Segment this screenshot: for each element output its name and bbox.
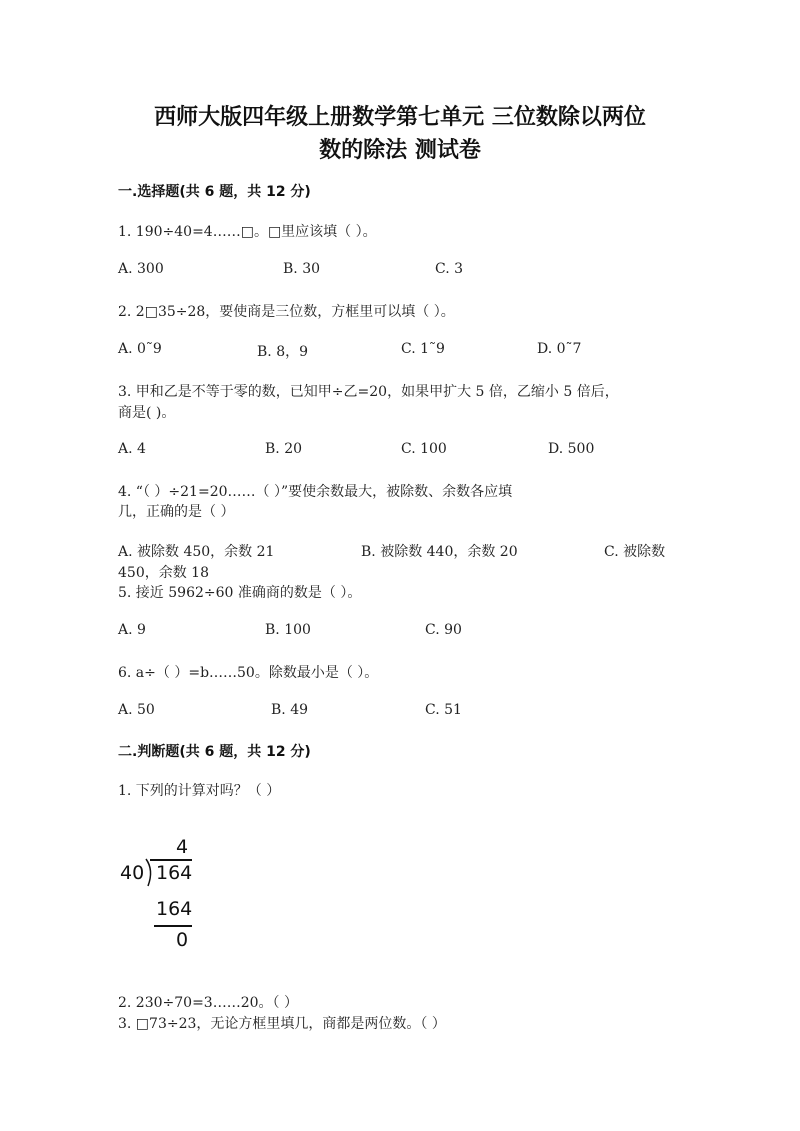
division-product: 164 xyxy=(156,898,193,920)
division-divisor: 40 xyxy=(120,862,145,884)
division-remainder: 0 xyxy=(176,929,189,951)
q3-option-b: B. 20 xyxy=(265,441,303,457)
document-title-line-2: 数的除法 测试卷 xyxy=(319,138,481,163)
q2-option-d: D. 0˜7 xyxy=(537,341,582,357)
q5-option-b: B. 100 xyxy=(265,622,311,638)
question-2-stem: 2. 2□35÷28，要使商是三位数，方框里可以填（ ）。 xyxy=(118,304,455,320)
division-quotient: 4 xyxy=(176,836,189,858)
q5-option-c: C. 90 xyxy=(425,622,462,638)
q6-option-b: B. 49 xyxy=(271,702,309,718)
q5-option-a: A. 9 xyxy=(118,622,146,638)
question-6-stem: 6. a÷（ ）=b……50。除数最小是（ ）。 xyxy=(118,665,379,681)
q4-option-c-continued: 450，余数 18 xyxy=(118,565,209,581)
question-5-stem: 5. 接近 5962÷60 准确商的数是（ ）。 xyxy=(118,585,362,601)
q1-option-b: B. 30 xyxy=(283,261,321,277)
q4-option-c: C. 被除数 xyxy=(604,544,666,560)
section-heading-judgement: 二.判断题(共 6 题，共 12 分) xyxy=(118,744,311,760)
q6-option-c: C. 51 xyxy=(425,702,462,718)
judgement-question-1: 1. 下列的计算对吗？（ ） xyxy=(118,783,281,799)
q6-option-a: A. 50 xyxy=(118,702,155,718)
document-title-line-1: 西师大版四年级上册数学第七单元 三位数除以两位 xyxy=(154,105,646,130)
q3-option-c: C. 100 xyxy=(401,441,447,457)
question-4-stem-line-2: 几，正确的是（ ） xyxy=(118,504,235,520)
division-dividend: 164 xyxy=(156,862,193,884)
q4-option-a: A. 被除数 450，余数 21 xyxy=(118,544,275,560)
q1-option-a: A. 300 xyxy=(118,261,164,277)
question-4-stem-line-1: 4. “（ ）÷21=20……（ ）”要使余数最大，被除数、余数各应填 xyxy=(118,484,513,500)
question-3-stem-line-2: 商是( )。 xyxy=(118,405,176,421)
q2-option-c: C. 1˜9 xyxy=(401,341,445,357)
division-subtraction-line xyxy=(154,925,192,927)
q3-option-d: D. 500 xyxy=(548,441,595,457)
q1-option-c: C. 3 xyxy=(435,261,464,277)
question-3-stem-line-1: 3. 甲和乙是不等于零的数，已知甲÷乙=20，如果甲扩大 5 倍，乙缩小 5 倍后， xyxy=(118,384,619,400)
long-division-figure xyxy=(118,836,238,956)
section-heading-choice: 一.选择题(共 6 题，共 12 分) xyxy=(118,184,311,200)
judgement-question-3: 3. □73÷23，无论方框里填几，商都是两位数。（ ） xyxy=(118,1016,446,1032)
q2-option-a: A. 0˜9 xyxy=(118,341,162,357)
question-1-stem: 1. 190÷40=4……□。□里应该填（ ）。 xyxy=(118,224,377,240)
judgement-question-2: 2. 230÷70=3……20。（ ） xyxy=(118,995,298,1011)
q2-option-b: B. 8，9 xyxy=(257,344,309,360)
q4-option-b: B. 被除数 440，余数 20 xyxy=(361,544,518,560)
q3-option-a: A. 4 xyxy=(118,441,146,457)
